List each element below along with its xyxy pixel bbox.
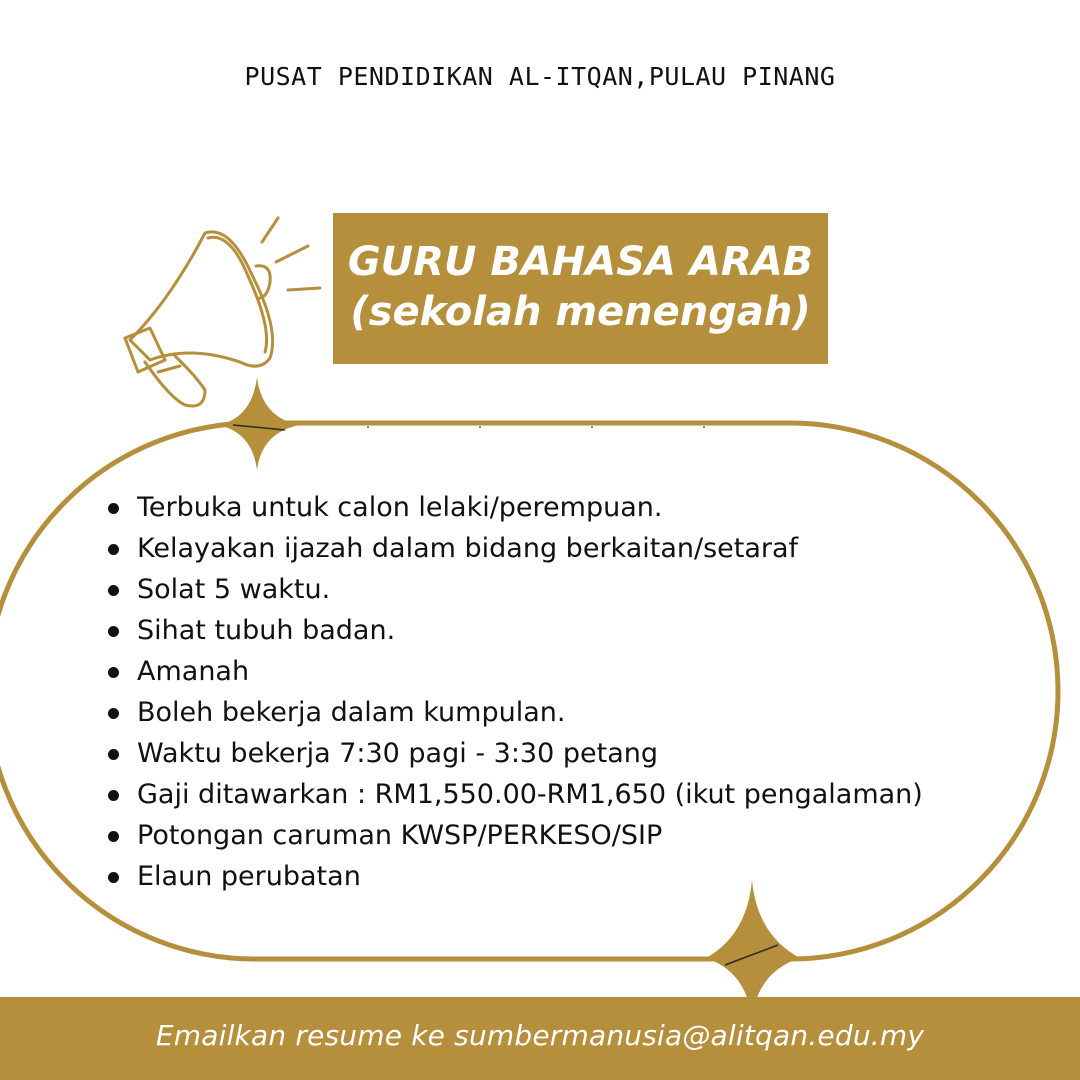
list-item: Gaji ditawarkan : RM1,550.00-RM1,650 (ikut pengalaman)	[106, 774, 923, 815]
list-item: Sihat tubuh badan.	[106, 610, 923, 651]
list-item: Boleh bekerja dalam kumpulan.	[106, 692, 923, 733]
job-level: (sekolah menengah)	[350, 289, 811, 335]
contact-email-text: Emailkan resume ke sumbermanusia@alitqan.edu.my	[155, 1019, 925, 1052]
list-item: Kelayakan ijazah dalam bidang berkaitan/setaraf	[106, 528, 923, 569]
list-item: Waktu bekerja 7:30 pagi - 3:30 petang	[106, 733, 923, 774]
job-title-banner	[333, 213, 828, 364]
list-item: Solat 5 waktu.	[106, 569, 923, 610]
sparkle-star-icon	[218, 377, 300, 470]
list-item: Potongan caruman KWSP/PERKESO/SIP	[106, 815, 923, 856]
megaphone-icon	[125, 218, 320, 406]
footer-bar	[0, 997, 1080, 1080]
list-item: Terbuka untuk calon lelaki/perempuan.	[106, 487, 923, 528]
list-item: Amanah	[106, 651, 923, 692]
list-item: Elaun perubatan	[106, 856, 923, 897]
job-title: GURU BAHASA ARAB	[347, 239, 814, 285]
organization-name: PUSAT PENDIDIKAN AL-ITQAN,PULAU PINANG	[244, 62, 836, 91]
requirements-list	[106, 487, 923, 897]
